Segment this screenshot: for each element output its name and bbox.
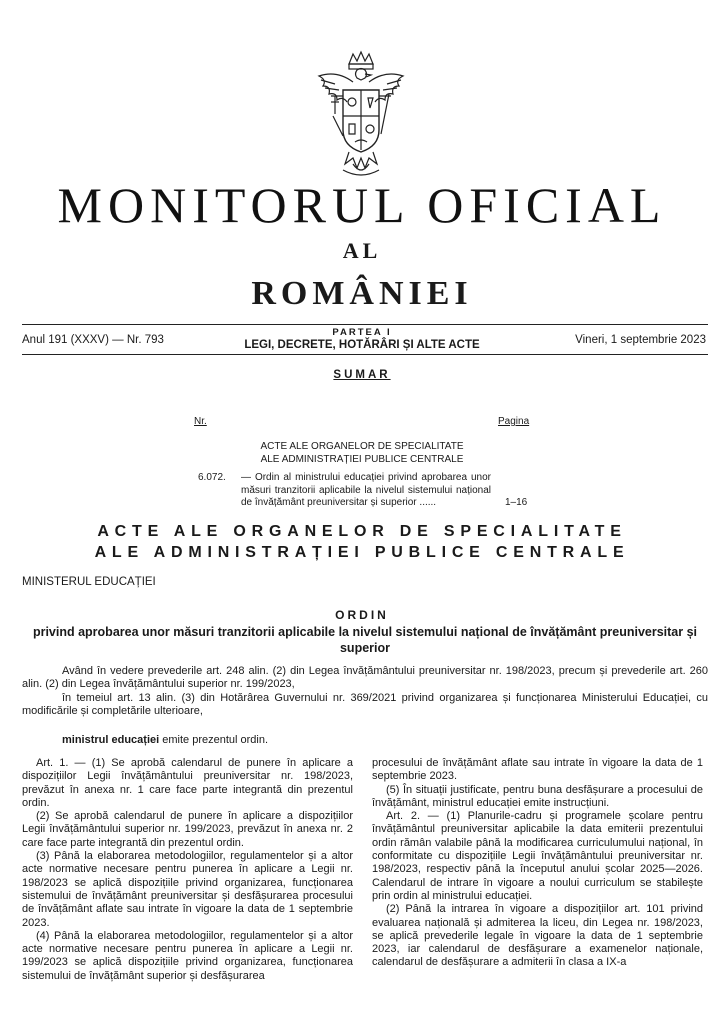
paragraph: (4) Până la elaborarea metodologiilor, regulamentelor și a altor acte normative necesare pentru punerea în aplicare a Legii nr. 199/2023 se aplică dispozițiile privind organizarea, funcționarea sistemului de învățământ superior și desfășurarea <box>22 929 353 982</box>
paragraph: (2) Până la intrarea în vigoare a dispozițiilor art. 101 privind evaluarea națională și admiterea la liceu, din Legea nr. 198/2023, se aplică prevederile legale în vigoare la data de 1 septembrie 2023, iar calendarul de desfășurare a examenelor naționale, calendarul de desfășurare a admiterii în clasa a IX-a <box>372 903 703 969</box>
toc-item-link[interactable]: — Ordin al ministrului educației privind aprobarea unor măsuri tranzitorii aplicabile la nivelul sistemului național de învățământ preuniversitar și superior ...... <box>241 472 491 508</box>
paragraph: (5) În situații justificate, pentru buna desfășurare a procesului de învățământ, ministrul educației emite instrucțiuni. <box>372 783 703 809</box>
issue-section: LEGI, DECRETE, HOTĂRÂRI ȘI ALTE ACTE <box>244 339 480 351</box>
preamble-paragraph-2: în temeiul art. 13 alin. (3) din Hotărârea Guvernului nr. 369/2021 privind organizarea și funcționarea Ministerului Educației, cu modificările și completările ulterioare, <box>22 692 708 718</box>
paragraph: procesului de învățământ aflate sau intrate în vigoare la data de 1 septembrie 2023. <box>372 757 703 783</box>
issue-number: Anul 191 (XXXV) — Nr. 793 <box>22 334 164 346</box>
issuer-name: ministrul educației <box>62 734 160 746</box>
issue-date: Vineri, 1 septembrie 2023 <box>575 334 706 346</box>
body-column-left <box>22 757 353 983</box>
newspaper-subtitle-al: AL <box>342 238 382 263</box>
preamble-issuer <box>62 733 268 747</box>
toc-section-line2: ALE ADMINISTRAȚIEI PUBLICE CENTRALE <box>260 453 464 465</box>
paragraph: Art. 2. — (1) Planurile-cadru și programele școlare pentru învățământul preuniversitar aplicabile la data emiterii prezentului ordin rămân valabile până la modificarea curriculumului național, în conformitate cu dispozițiile Legii învățământului preuniversitar nr. 198/2023, respectiv până la începutul anului școlar 2025—2026. Calendarul de intrare în vigoare a noului curriculum se stabilește prin ordin al ministrului educației. <box>372 810 703 902</box>
top-divider <box>22 324 708 325</box>
paragraph: (2) Se aprobă calendarul de punere în aplicare a dispozițiilor Legii învățământului superior nr. 199/2023, prevăzut în anexa nr. 2 care face parte integrantă din prezentul ordin. <box>22 810 353 849</box>
sumar-heading: SUMAR <box>333 369 391 381</box>
toc-item-number: 6.072. <box>198 472 226 483</box>
issuer-action: emite prezentul ordin. <box>159 734 269 746</box>
section-heading-line2: ALE ADMINISTRAȚIEI PUBLICE CENTRALE <box>94 544 630 561</box>
romanian-coat-of-arms-icon <box>313 50 409 182</box>
paragraph: (3) Până la elaborarea metodologiilor, regulamentelor și a altor acte normative necesare pentru punerea în aplicare a Legii nr. 198/2023 se aplică dispozițiile privind organizarea, funcționarea sistemului de învățământ preuniversitar și desfășurarea procesului de învățământ aflate sau intrate în vigoare la data de 1 septembrie 2023. <box>22 850 353 929</box>
toc-section-title <box>0 441 724 466</box>
toc-item-pages: 1–16 <box>505 497 528 508</box>
section-heading-line1: ACTE ALE ORGANELOR DE SPECIALITATE <box>97 523 627 540</box>
newspaper-title: MONITORUL OFICIAL <box>57 177 667 233</box>
toc-column-page: Pagina <box>498 416 530 427</box>
preamble-paragraph-1: Având în vedere prevederile art. 248 alin. (2) din Legea învățământului preuniversitar nr. 198/2023, precum și prevederile art. 260 alin. (2) din Legea învățământului superior nr. 199/2023, <box>22 665 708 691</box>
bottom-divider <box>22 354 708 355</box>
issuing-ministry: MINISTERUL EDUCAȚIEI <box>22 576 156 588</box>
toc-section-line1: ACTE ALE ORGANELOR DE SPECIALITATE <box>260 441 464 452</box>
order-title: privind aprobarea unor măsuri tranzitorii aplicabile la nivelul sistemului național de învățământ preuniversitar și superior <box>32 625 698 655</box>
toc-column-nr: Nr. <box>194 416 207 427</box>
order-label: ORDIN <box>335 608 389 622</box>
body-column-right <box>372 757 703 970</box>
issue-partea: PARTEA I <box>332 327 392 338</box>
section-heading <box>0 521 724 563</box>
paragraph: Art. 1. — (1) Se aprobă calendarul de punere în aplicare a dispozițiilor Legii învățământului preuniversitar nr. 198/2023, prevăzut în anexa nr. 1 care face parte integrantă din prezentul ordin. <box>22 757 353 809</box>
newspaper-country: ROMÂNIEI <box>251 275 473 312</box>
